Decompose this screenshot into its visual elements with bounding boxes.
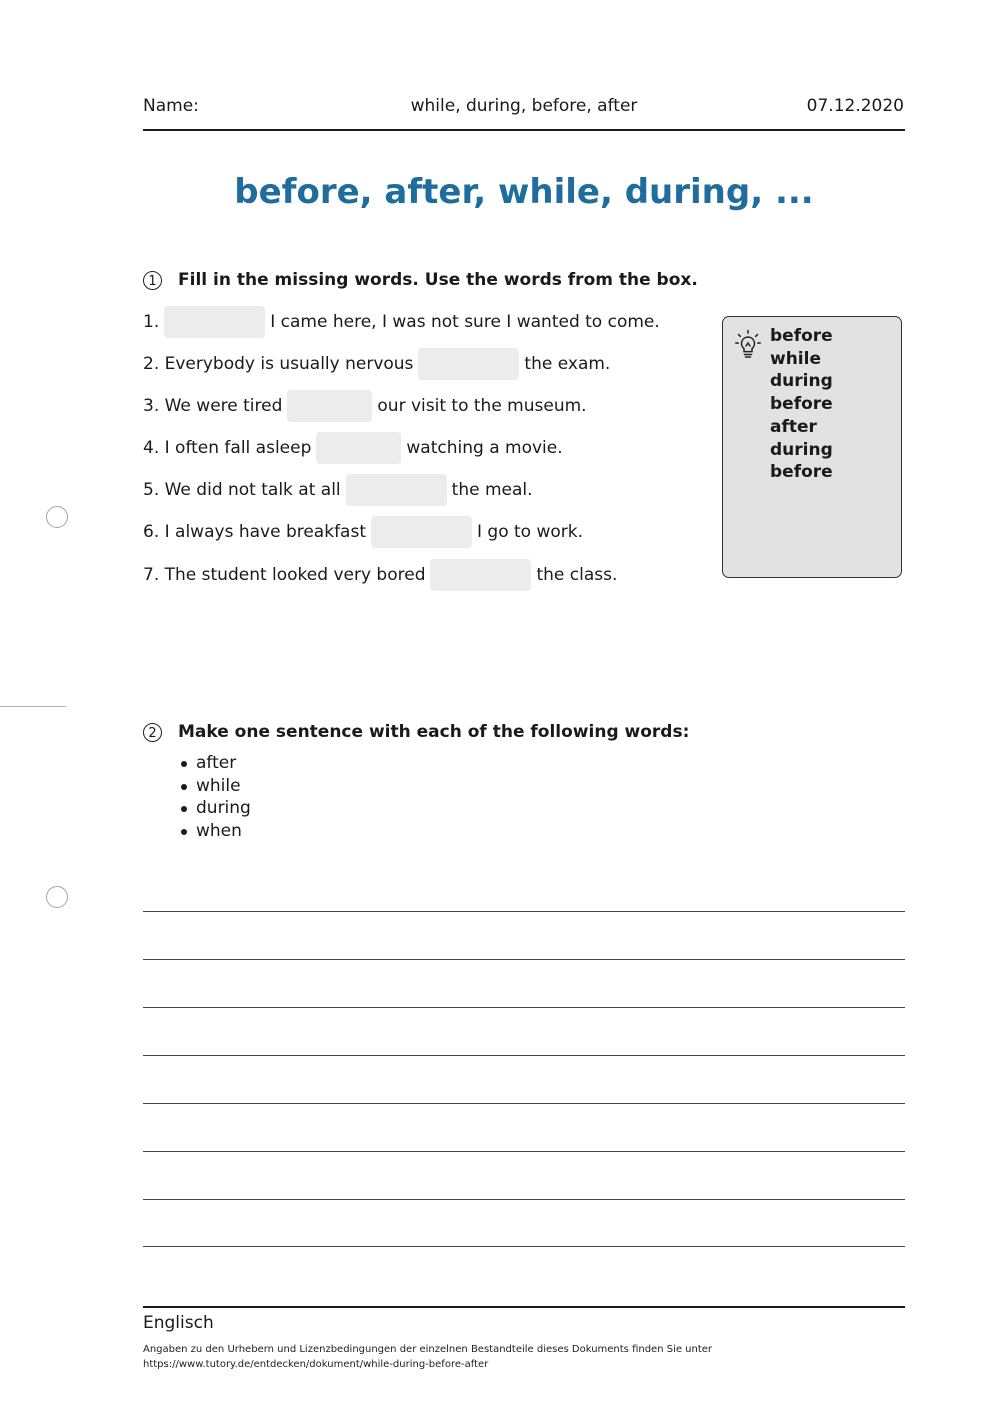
answer-gap-1[interactable] (164, 306, 265, 338)
word-box-word: during (770, 439, 833, 460)
list-item: when (196, 820, 251, 843)
punch-hole-mark (46, 886, 68, 908)
footer-license-note: Angaben zu den Urhebern und Lizenzbedingungen der einzelnen Bestandteile dieses Dokuments finden Sie unter (143, 1344, 713, 1355)
answer-gap-5[interactable] (346, 474, 447, 506)
name-label: Name: (143, 96, 199, 116)
exercise-item-5 (143, 473, 533, 507)
page-title: before, after, while, during, ... (234, 172, 814, 212)
item-text-after: I came here, I was not sure I wanted to come. (270, 312, 660, 332)
footer-subject: Englisch (143, 1313, 214, 1333)
exercise-item-6 (143, 515, 583, 549)
writing-line[interactable] (143, 1246, 905, 1247)
writing-line[interactable] (143, 911, 905, 912)
fold-mark (0, 706, 66, 707)
answer-gap-4[interactable] (316, 432, 401, 464)
list-item: after (196, 752, 251, 775)
word-box-word: while (770, 348, 821, 369)
answer-gap-6[interactable] (371, 516, 472, 548)
exercise-item-7 (143, 558, 617, 592)
word-box-word: before (770, 326, 833, 346)
header-divider (143, 129, 905, 131)
word-box-word: before (770, 394, 833, 415)
item-text-after: the exam. (524, 354, 611, 374)
word-box-word: after (770, 416, 817, 437)
exercise-item-3 (143, 389, 587, 423)
item-text-before: 1. (143, 312, 160, 332)
answer-gap-7[interactable] (430, 559, 531, 591)
exercise-item-2 (143, 347, 610, 381)
word-bullet-list (196, 752, 251, 843)
writing-line[interactable] (143, 1007, 905, 1008)
lightbulb-icon (735, 329, 761, 359)
exercise-item-1 (143, 305, 660, 339)
footer-divider (143, 1306, 905, 1308)
punch-hole-mark (46, 506, 68, 528)
answer-gap-2[interactable] (418, 348, 519, 380)
item-text-after: the class. (536, 565, 618, 585)
word-box-word: before (770, 462, 833, 483)
exercise-item-4 (143, 431, 563, 465)
word-box (722, 316, 902, 578)
writing-line[interactable] (143, 959, 905, 960)
item-text-after: I go to work. (477, 522, 584, 542)
item-text-before: 2. Everybody is usually nervous (143, 354, 414, 374)
exercise-1-number: 1 (143, 271, 162, 290)
exercise-2-number: 2 (143, 723, 162, 742)
item-text-after: our visit to the museum. (377, 396, 587, 416)
item-text-before: 7. The student looked very bored (143, 565, 426, 585)
exercise-2-instruction: Make one sentence with each of the following words: (178, 722, 690, 742)
list-item: while (196, 775, 251, 798)
header-topic: while, during, before, after (410, 96, 638, 116)
answer-gap-3[interactable] (287, 390, 372, 422)
item-text-after: watching a movie. (406, 438, 563, 458)
item-text-before: 5. We did not talk at all (143, 480, 341, 500)
item-text-before: 6. I always have breakfast (143, 522, 366, 542)
header-date: 07.12.2020 (806, 96, 904, 116)
item-text-before: 3. We were tired (143, 396, 283, 416)
writing-line[interactable] (143, 1103, 905, 1104)
exercise-1-instruction: Fill in the missing words. Use the words from the box. (178, 270, 698, 290)
writing-line[interactable] (143, 1055, 905, 1056)
item-text-before: 4. I often fall asleep (143, 438, 312, 458)
list-item: during (196, 798, 251, 819)
word-box-word: during (770, 371, 833, 392)
writing-line[interactable] (143, 1199, 905, 1200)
item-text-after: the meal. (451, 480, 533, 500)
word-list (770, 325, 833, 484)
writing-line[interactable] (143, 1151, 905, 1152)
footer-license-url[interactable]: https://www.tutory.de/entdecken/dokument/while-during-before-after (143, 1359, 489, 1370)
